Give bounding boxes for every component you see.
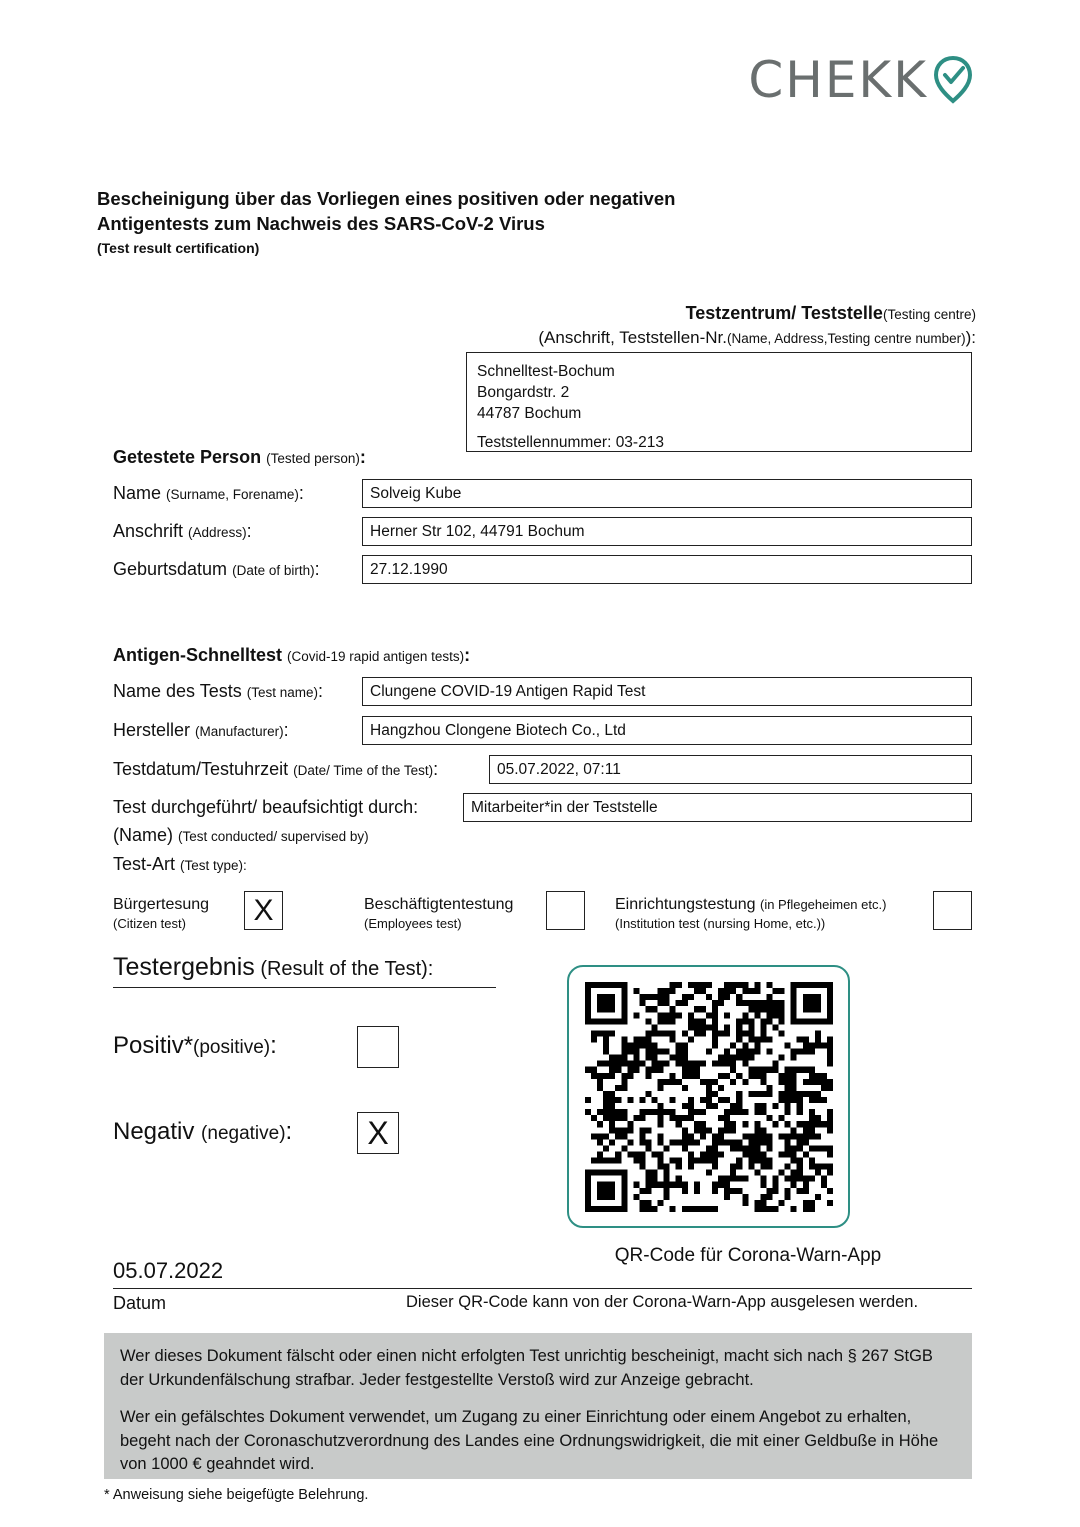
document-title-line1: Bescheinigung über das Vorliegen eines positiven oder negativen xyxy=(97,188,676,209)
qr-note: Dieser QR-Code kann von der Corona-Warn-App ausgelesen werden. xyxy=(406,1293,919,1311)
test-name-label-de: Name des Tests xyxy=(113,681,242,701)
result-heading-en: (Result of the Test) xyxy=(260,958,428,980)
name-field[interactable] xyxy=(362,479,972,508)
conducted-by-label-de: Test durchgeführt/ beaufsichtigt durch: xyxy=(113,797,419,817)
positive-label-de: Positiv* xyxy=(113,1032,194,1059)
name-label: Name (Surname, Forename): xyxy=(113,483,304,503)
manufacturer-label-de: Hersteller xyxy=(113,720,191,740)
employees-test-label xyxy=(364,895,513,933)
positive-checkbox[interactable] xyxy=(357,1026,399,1068)
document-title xyxy=(97,186,897,259)
dob-value: 27.12.1990 xyxy=(370,560,448,578)
result-heading-colon: : xyxy=(427,958,434,980)
testing-centre-name: Schnelltest-Bochum xyxy=(477,363,615,380)
brand-logo xyxy=(748,52,976,108)
institution-test-label xyxy=(615,895,886,933)
qr-caption: QR-Code für Corona-Warn-App xyxy=(614,1245,882,1266)
dob-label-en: (Date of birth) xyxy=(232,563,315,578)
test-name-value: Clungene COVID-19 Antigen Rapid Test xyxy=(370,682,646,700)
institution-test-checkbox[interactable] xyxy=(933,891,972,930)
location-pin-check-icon xyxy=(930,54,976,106)
name-value: Solveig Kube xyxy=(370,484,462,502)
testing-centre-subtitle-en: (Name, Address,Testing centre number) xyxy=(727,331,966,346)
employees-test-checkbox[interactable] xyxy=(546,891,585,930)
tested-person-section-colon: : xyxy=(359,447,366,467)
antigen-section-colon: : xyxy=(464,645,471,665)
testing-centre-heading xyxy=(276,302,976,350)
negative-colon: : xyxy=(285,1118,293,1145)
name-label-de: Name xyxy=(113,483,162,503)
conducted-by-label xyxy=(113,797,418,818)
test-datetime-field[interactable] xyxy=(489,755,972,784)
test-datetime-label-de: Testdatum/Testuhrzeit xyxy=(113,759,289,779)
manufacturer-label: Hersteller (Manufacturer): xyxy=(113,720,289,740)
antigen-section-label xyxy=(113,645,470,666)
negative-checkmark: X xyxy=(367,1115,389,1151)
testing-centre-number: Teststellennummer: 03-213 xyxy=(477,434,664,451)
signature-line xyxy=(113,1288,972,1289)
institution-test-label-de-extra: (in Pflegeheimen etc.) xyxy=(759,897,887,912)
test-name-label: Name des Tests (Test name): xyxy=(113,681,324,701)
testing-centre-city: 44787 Bochum xyxy=(477,405,582,422)
test-type-label-en: (Test type): xyxy=(180,858,247,873)
tested-person-section-label xyxy=(113,447,366,468)
qr-code-container xyxy=(567,965,850,1228)
result-heading xyxy=(113,953,496,988)
institution-test-label-en: (Institution test (nursing Home, etc.)) xyxy=(615,916,826,931)
citizen-test-label-de: Bürgertesung xyxy=(113,896,210,913)
legal-paragraph-1: Wer dieses Dokument fälscht oder einen nicht erfolgten Test unrichtig bescheinigt, macht sich nach § 267 StGB der Urkundenfälschung strafbar. Jeder festgestellte Verstoß wird zur Anzeige gebracht. xyxy=(120,1347,933,1389)
antigen-section-de: Antigen-Schnelltest xyxy=(113,645,283,665)
footnote: * Anweisung siehe beigefügte Belehrung. xyxy=(104,1487,369,1503)
legal-paragraph-2: Wer ein gefälschtes Dokument verwendet, um Zugang zu einer Einrichtung oder einem Angebot zu erhalten, begeht nach der Coronaschutzverordnung des Landes eine Ordnungswidrigkeit, die mit einer Geldbuße in Höhe von 1000 € geahndet wird. xyxy=(120,1408,939,1473)
conducted-by-value: Mitarbeiter*in der Teststelle xyxy=(471,798,658,816)
employees-test-label-de: Beschäftigtentestung xyxy=(364,896,514,913)
conducted-by-name-en: (Test conducted/ supervised by) xyxy=(178,829,369,844)
negative-label-de: Negativ xyxy=(113,1118,195,1145)
date-label: Datum xyxy=(113,1293,167,1313)
legal-notice-box xyxy=(104,1333,972,1479)
document-title-line2: Antigentests zum Nachweis des SARS-CoV-2 Virus xyxy=(97,213,545,234)
document-title-line3: (Test result certification) xyxy=(97,240,260,256)
employees-test-label-en: (Employees test) xyxy=(364,916,462,931)
address-label-de: Anschrift xyxy=(113,521,184,541)
testing-centre-subtitle-close: ): xyxy=(965,328,976,347)
conducted-by-label-line2 xyxy=(113,825,369,846)
manufacturer-label-en: (Manufacturer) xyxy=(195,724,284,739)
test-type-label xyxy=(113,854,247,875)
test-datetime-label-en: (Date/ Time of the Test) xyxy=(293,763,434,778)
dob-field[interactable] xyxy=(362,555,972,584)
testing-centre-street: Bongardstr. 2 xyxy=(477,384,570,401)
citizen-test-label xyxy=(113,895,209,933)
dob-label: Geburtsdatum (Date of birth): xyxy=(113,559,320,579)
positive-label xyxy=(113,1032,277,1060)
tested-person-section-de: Getestete Person xyxy=(113,447,262,467)
brand-name: CHEKK xyxy=(748,51,928,109)
qr-code-image xyxy=(585,982,833,1212)
testing-centre-title-de: Testzentrum/ Teststelle xyxy=(685,303,883,323)
test-datetime-value: 05.07.2022, 07:11 xyxy=(497,760,621,778)
test-datetime-label: Testdatum/Testuhrzeit (Date/ Time of the Test): xyxy=(113,759,439,779)
result-heading-de: Testergebnis xyxy=(113,953,255,981)
manufacturer-value: Hangzhou Clongene Biotech Co., Ltd xyxy=(370,721,626,739)
negative-label xyxy=(113,1118,292,1146)
citizen-test-label-en: (Citizen test) xyxy=(113,916,186,931)
manufacturer-field[interactable] xyxy=(362,716,972,745)
citizen-test-checkmark: X xyxy=(253,893,274,927)
testing-centre-title-en: (Testing centre) xyxy=(882,307,976,322)
conducted-by-name-de: (Name) xyxy=(113,825,174,845)
positive-colon: : xyxy=(270,1032,277,1059)
testing-centre-box xyxy=(466,352,972,452)
testing-centre-subtitle-de: (Anschrift, Teststellen-Nr. xyxy=(538,328,727,347)
antigen-section-en: (Covid-19 rapid antigen tests) xyxy=(287,649,465,664)
dob-label-de: Geburtsdatum xyxy=(113,559,228,579)
negative-checkbox[interactable] xyxy=(357,1112,399,1154)
test-type-label-de: Test-Art xyxy=(113,854,176,874)
tested-person-section-en: (Tested person) xyxy=(266,451,360,466)
institution-test-label-de-wrap xyxy=(615,895,886,914)
citizen-test-checkbox[interactable] xyxy=(244,891,283,930)
negative-label-en: (negative) xyxy=(201,1123,286,1144)
address-value: Herner Str 102, 44791 Bochum xyxy=(370,522,585,540)
name-label-en: (Surname, Forename) xyxy=(166,487,299,502)
institution-test-label-de: Einrichtungstestung xyxy=(615,896,756,913)
date-value: 05.07.2022 xyxy=(113,1258,224,1283)
conducted-by-field[interactable] xyxy=(463,793,972,822)
address-field[interactable] xyxy=(362,517,972,546)
test-name-label-en: (Test name) xyxy=(246,685,319,700)
test-name-field[interactable] xyxy=(362,677,972,706)
address-label: Anschrift (Address): xyxy=(113,521,252,541)
address-label-en: (Address) xyxy=(188,525,247,540)
positive-label-en: (positive) xyxy=(193,1037,271,1058)
